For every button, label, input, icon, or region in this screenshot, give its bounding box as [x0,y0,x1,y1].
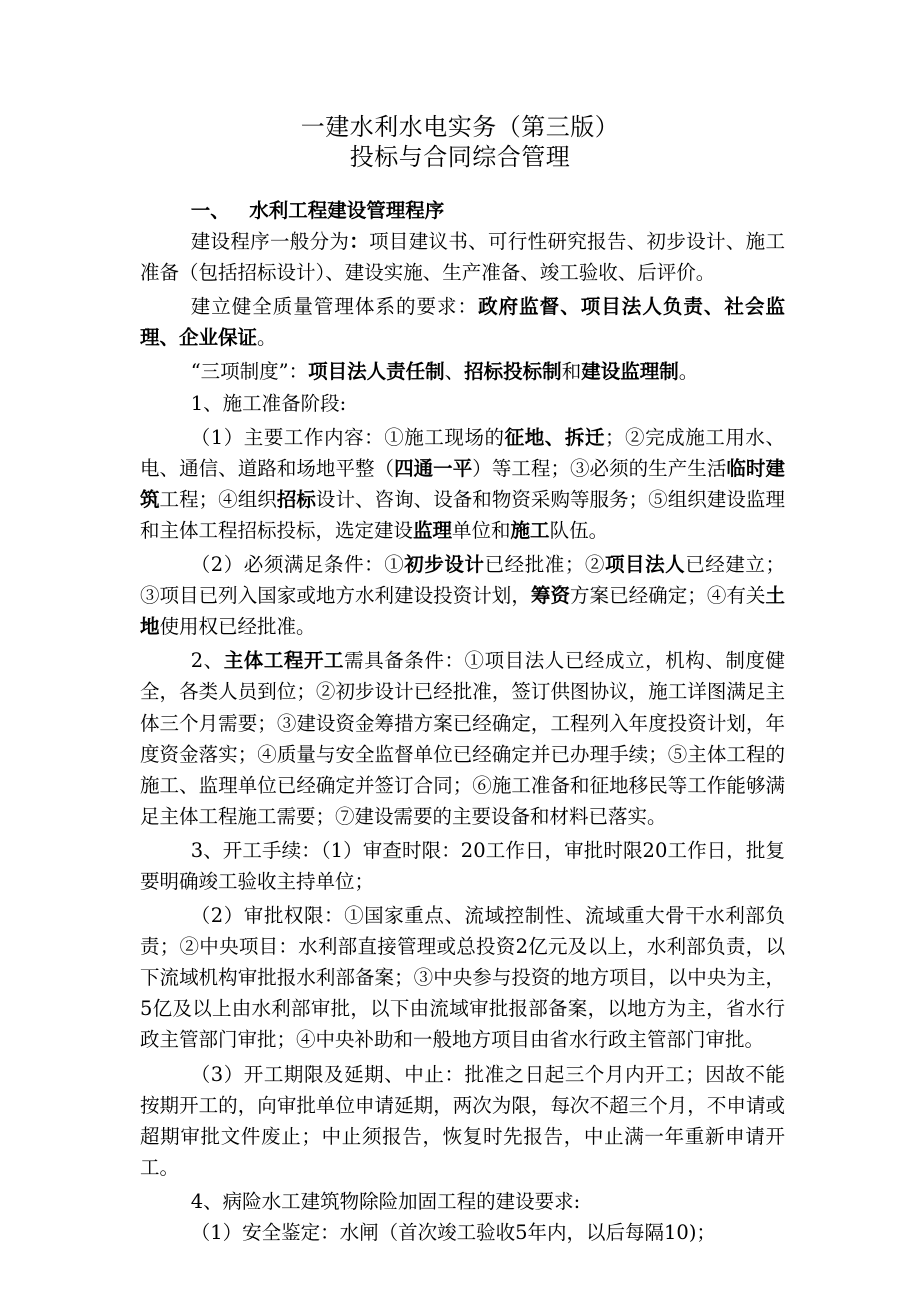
paragraph-dangerous-structures: 4、病险水工建筑物除险加固工程的建设要求: [190,1189,581,1213]
document-title: 一建水利水电实务（第三版） [300,113,620,141]
bold-run: 招标投标制 [464,360,562,384]
paragraph-three-systems [140,356,785,387]
document-subtitle: 投标与合同综合管理 [349,143,571,171]
paragraph-main-work-content [140,422,785,546]
text-run: 使用权已经批准。 [159,615,316,639]
text-run: 工程；④组织 [159,487,277,511]
bold-run: 建设监理制 [581,360,679,384]
paragraph-quality-system [140,291,785,353]
bold-run: 项目法人责任制 [308,360,445,384]
bold-run: 项目法人 [604,553,686,577]
text-run: 已经批准；② [484,553,605,577]
bold-run: ： [349,230,370,254]
bold-run: 初步设计 [404,553,485,577]
section-number: 一、 [190,199,230,222]
text-run: 单位和 [452,518,511,542]
text-run: 。 [257,326,277,350]
bold-run: 征地、拆迁 [504,425,605,449]
text-run: 需具备条件：①项目法人已经成立，机构、制度健全，各类人员到位；②初步设计已经批准，签订供图协议，施工详图满足主体三个月需要；③建设资金筹措方案已经确定，工程列入年度投资计划，年度资金落实；④质量与安全监督单位已经确定并已办理手续；⑤主体工程的施工、监理单位已经确定并签订合同；⑥施工准备和征地移民等工作能够满足主体工程施工需要；⑦建设需要的主要设备和材料已落实。 [140,649,785,828]
bold-run: 监理 [413,518,453,542]
text-run: 建立健全质量管理体系的要求： [190,295,479,319]
text-run: ）等工程；③必须的生产生活 [472,456,727,480]
text-run: “三项制度”： [190,360,309,384]
text-run: ；②完成施工用水、电、通信、道路和场地平整（ [140,425,785,480]
paragraph-safety-appraisal: （1）安全鉴定：水闸（首次竣工验收5年内，以后每隔10)； [190,1221,716,1244]
text-run: 。 [678,360,699,384]
bold-run: 四通一平 [394,456,473,480]
document-body [140,195,785,1248]
bold-run: 政府监督、项目法人负责、社会监理、企业保证 [140,295,785,350]
text-run: 2、 [190,649,224,673]
paragraph-start-procedures: 3、开工手续：（1）审查时限：20工作日，审批时限20工作日，批复要明确竣工验收主持单位； [140,838,785,893]
text-run: 队伍。 [549,518,609,542]
section-heading [140,195,785,226]
text-run: （2）必须满足条件：① [190,553,405,577]
text-run: 设计、咨询、设备和物资采购等服务；⑤组织建设监理和主体工程招标投标，选定建设 [140,487,785,542]
bold-run: 招标 [276,487,316,511]
text-run: 方案已经确定；④有关 [570,584,766,608]
bold-run: 筹资 [530,584,570,608]
paragraph-start-deadline: （3）开工期限及延期、中止：批准之日起三个月内开工；因故不能按期开工的，向审批单位申请延期，两次为限，每次不超三个月，不申请或超期审批文件废止；中止须报告，恢复时先报告，中止满一年重新申请开工。 [140,1062,785,1179]
paragraph-approval-authority: （2）审批权限：①国家重点、流域控制性、流域重大骨干水利部负责；②中央项目：水利部直接管理或总投资2亿元及以上，水利部负责，以下流域机构审批报水利部备案；③中央参与投资的地方项目，以中央为主，5亿及以上由水利部审批，以下由流域审批报部备案，以地方为主，省水行政主管部门审批；④中央补助和一般地方项目由省水行政主管部门审批。 [140,904,785,1052]
bold-run: 施工 [510,518,550,542]
text-run: （1）主要工作内容：①施工现场的 [190,425,505,449]
bold-run: 临时建筑 [140,456,785,511]
text-run: 、 [444,360,465,384]
bold-run: 主体工程开工 [223,649,345,673]
paragraph-prep-stage-heading: 1、施工准备阶段: [190,391,347,415]
section-title: 水利工程建设管理程序 [249,199,445,222]
text-run: 项目建议书、可行性研究报告、初步设计、施工准备（包括招标设计）、建设实施、生产准备、竣工验收、后评价。 [140,230,785,285]
text-run: 已经建立；③项目已列入国家或地方水利建设投资计划， [140,553,785,608]
paragraph-main-works-start [140,645,785,832]
paragraph-required-conditions [140,549,785,642]
paragraph-construction-procedure [140,226,785,288]
text-run: 建设程序一般分为 [190,230,350,254]
bold-run: 土地 [140,584,785,639]
text-run: 和 [561,360,582,384]
